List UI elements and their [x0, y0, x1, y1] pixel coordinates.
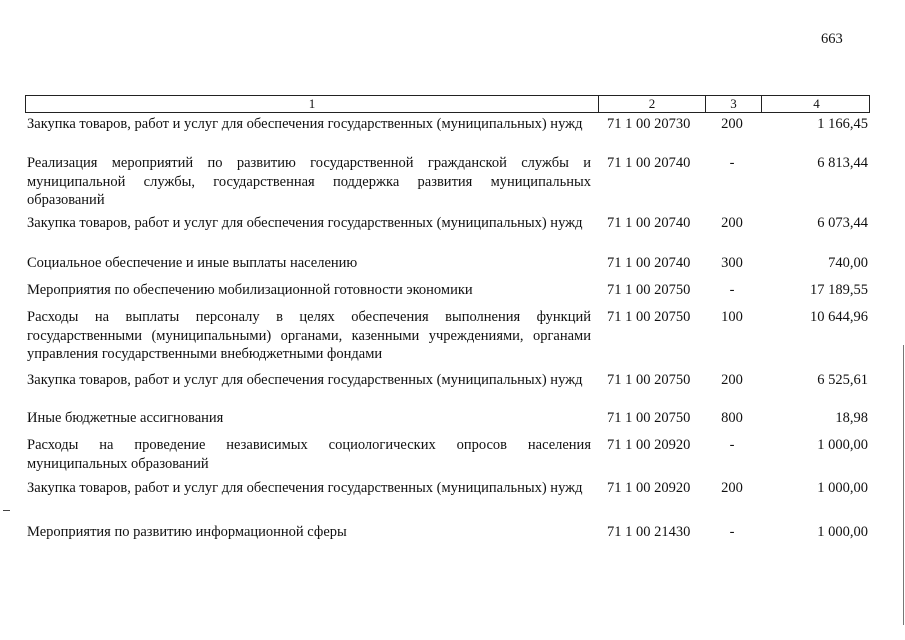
row-code: 71 1 00 21430 — [607, 524, 691, 540]
row-amount: 1 000,00 — [817, 480, 868, 496]
row-code: 71 1 00 20750 — [607, 410, 691, 426]
row-name: Мероприятия по развитию информационной сферы — [27, 524, 347, 540]
scan-edge-line — [903, 345, 904, 625]
row-amount: 6 813,44 — [817, 155, 868, 171]
header-col-4: 4 — [761, 96, 871, 112]
row-code: 71 1 00 20730 — [607, 116, 691, 132]
row-type: - — [729, 437, 735, 453]
header-col-2: 2 — [598, 96, 705, 112]
row-name: Закупка товаров, работ и услуг для обеспечения государственных (муниципальных) нужд — [27, 215, 583, 231]
row-code: 71 1 00 20750 — [607, 282, 691, 298]
row-type: - — [729, 524, 735, 540]
row-name: Закупка товаров, работ и услуг для обеспечения государственных (муниципальных) нужд — [27, 480, 583, 496]
row-name: Закупка товаров, работ и услуг для обеспечения государственных (муниципальных) нужд — [27, 372, 583, 388]
scan-mark — [3, 510, 10, 511]
row-type: - — [729, 282, 735, 298]
row-type: 100 — [721, 309, 743, 325]
row-name: Реализация мероприятий по развитию государственной гражданской службы и муниципальной службы, государственная поддержка развития муниципальных образований — [27, 155, 591, 208]
budget-table — [25, 95, 870, 540]
row-name: Расходы на проведение независимых социологических опросов населения муниципальных образований — [27, 437, 591, 472]
row-amount: 6 073,44 — [817, 215, 868, 231]
row-amount: 1 000,00 — [817, 437, 868, 453]
row-code: 71 1 00 20740 — [607, 155, 691, 171]
page-number: 663 — [821, 31, 843, 47]
table-header — [25, 95, 870, 113]
row-name: Закупка товаров, работ и услуг для обеспечения государственных (муниципальных) нужд — [27, 116, 583, 132]
row-amount: 1 166,45 — [817, 116, 868, 132]
row-code: 71 1 00 20920 — [607, 480, 691, 496]
row-code: 71 1 00 20750 — [607, 372, 691, 388]
row-type: - — [729, 155, 735, 171]
row-amount: 740,00 — [828, 255, 868, 271]
row-code: 71 1 00 20750 — [607, 309, 691, 325]
row-code: 71 1 00 20740 — [607, 255, 691, 271]
row-code: 71 1 00 20740 — [607, 215, 691, 231]
row-amount: 17 189,55 — [810, 282, 868, 298]
row-amount: 6 525,61 — [817, 372, 868, 388]
row-name: Мероприятия по обеспечению мобилизационной готовности экономики — [27, 282, 473, 298]
row-name: Иные бюджетные ассигнования — [27, 410, 224, 426]
header-col-3: 3 — [705, 96, 761, 112]
row-type: 200 — [721, 116, 743, 132]
row-type: 800 — [721, 410, 743, 426]
row-name: Социальное обеспечение и иные выплаты населению — [27, 255, 358, 271]
row-name: Расходы на выплаты персоналу в целях обеспечения выполнения функций государственными (муниципальными) органами, казенными учреждениями, органами управления государственными внебюджетными фондами — [27, 309, 591, 362]
row-type: 300 — [721, 255, 743, 271]
row-type: 200 — [721, 372, 743, 388]
row-type: 200 — [721, 215, 743, 231]
row-amount: 1 000,00 — [817, 524, 868, 540]
row-type: 200 — [721, 480, 743, 496]
row-amount: 10 644,96 — [810, 309, 868, 325]
row-amount: 18,98 — [835, 410, 868, 426]
row-code: 71 1 00 20920 — [607, 437, 691, 453]
header-col-1: 1 — [308, 96, 316, 111]
